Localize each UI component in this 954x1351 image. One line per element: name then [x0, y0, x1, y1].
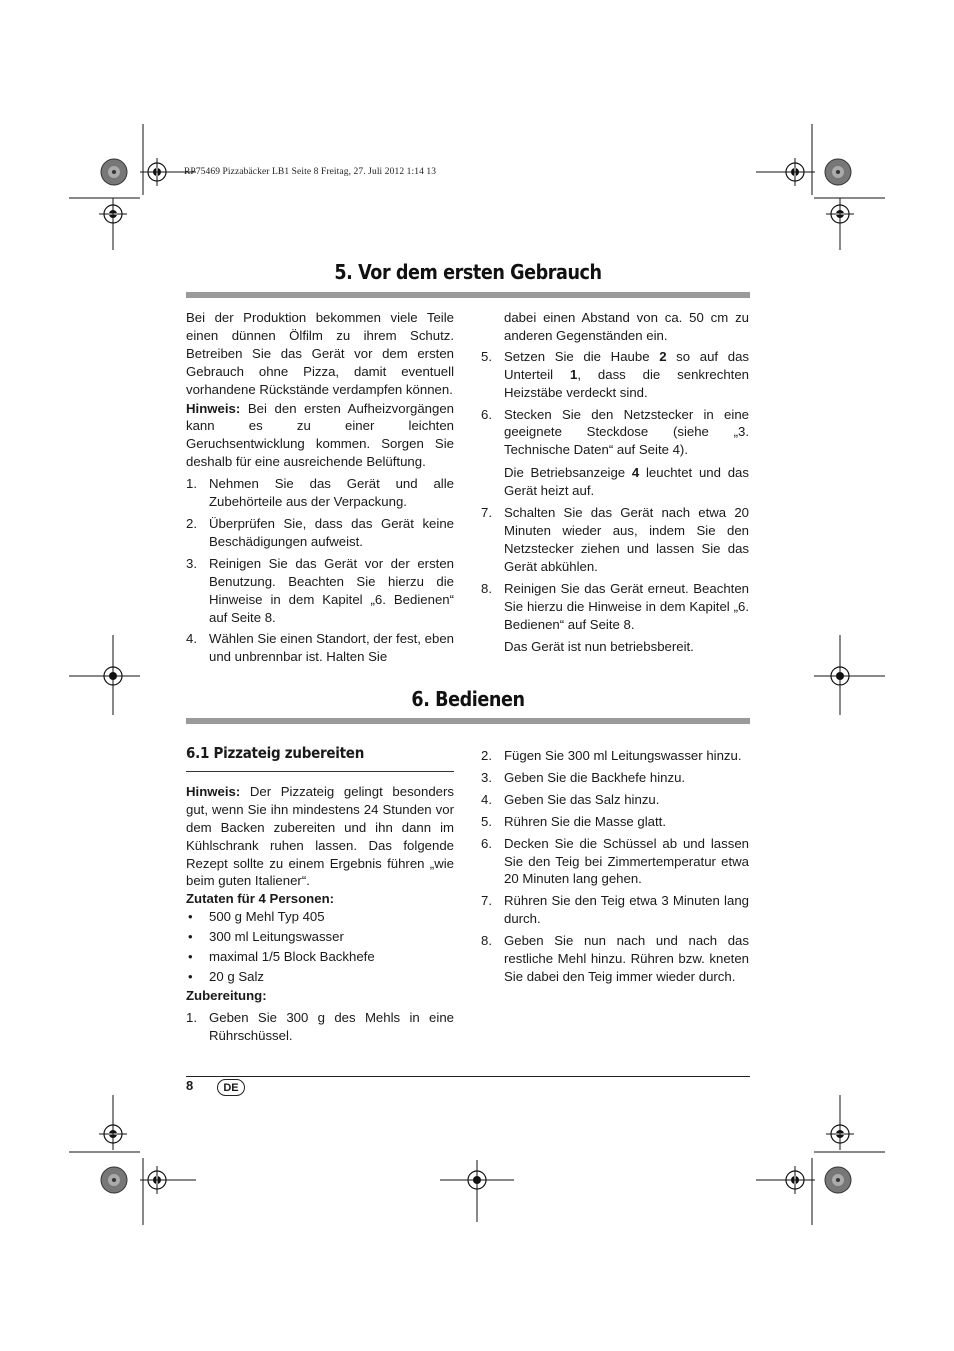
hint-label: Hinweis:	[186, 783, 241, 799]
list-item: • 500 g Mehl Typ 405	[186, 908, 454, 926]
steps-list	[481, 309, 749, 656]
list-item	[186, 555, 454, 627]
page-number: 8	[186, 1078, 194, 1093]
hint-text: Der Pizzateig gelingt besonders gut, wenn Sie ihn mindestens 24 Stunden vor dem Backen zubereiten und ihn dann im Kühlschrank ruhen lassen. Das folgende Rezept sollte zu einem Ergebnis führen „wie beim guten Italiener“.	[186, 783, 454, 889]
print-info: RP75469 Pizzabäcker LB1 Seite 8 Freitag, 27. Juli 2012 1:14 13	[184, 167, 437, 177]
part-reference: 4	[631, 465, 640, 481]
list-item	[481, 892, 749, 928]
step-text: so auf das Unterteil	[504, 348, 750, 382]
hint-paragraph	[186, 783, 454, 890]
part-reference: 2	[659, 348, 667, 364]
section6-right-column	[481, 747, 749, 990]
hint-paragraph	[186, 400, 454, 472]
section-bar	[186, 718, 750, 724]
step-note: Das Gerät ist nun betriebsbereit.	[504, 639, 694, 655]
section6-left-column	[186, 745, 454, 1049]
step-text: Stecken Sie den Netzstecker in eine geeignete Steckdose (siehe „3. Technische Daten“ auf Seite 4).	[504, 406, 749, 458]
note-text: Die Betriebsanzeige	[504, 465, 632, 481]
list-item	[481, 504, 749, 576]
list-item: • maximal 1/5 Block Backhefe	[186, 948, 454, 966]
list-item	[186, 475, 454, 511]
step-text: Rühren Sie den Teig etwa 3 Minuten lang durch.	[504, 893, 749, 927]
step-text: , dass die senkrechten Heizstäbe verdeckt sind.	[504, 366, 749, 400]
step-note	[504, 464, 749, 500]
step-number: 4.	[186, 631, 197, 647]
step-text: Geben Sie die Backhefe hinzu.	[504, 769, 686, 785]
list-item	[481, 580, 749, 657]
list-item: • 20 g Salz	[186, 968, 454, 986]
step-text: Überprüfen Sie, dass das Gerät keine Beschädigungen aufweist.	[209, 515, 454, 549]
step-number: 3.	[481, 769, 492, 785]
step-text: Setzen Sie die Haube	[504, 348, 660, 364]
note-text: leuchtet und das Gerät heizt auf.	[504, 465, 749, 499]
step-text: Geben Sie das Salz hinzu.	[504, 791, 660, 807]
section-title: 5. Vor dem ersten Gebrauch	[334, 260, 602, 284]
list-item	[481, 406, 749, 501]
step-number: 7.	[481, 893, 492, 909]
steps-list	[186, 1009, 454, 1045]
steps-list	[186, 475, 454, 666]
step-number: 6.	[481, 835, 492, 851]
list-item	[481, 348, 749, 402]
list-item	[186, 515, 454, 551]
list-item	[481, 813, 749, 831]
part-reference: 1	[570, 366, 578, 382]
step-text: Fügen Sie 300 ml Leitungswasser hinzu.	[504, 748, 742, 763]
step-number: 1.	[186, 1009, 197, 1025]
step-text: Wählen Sie einen Standort, der fest, eben und unbrennbar ist. Halten Sie	[209, 631, 454, 665]
step-number: 8.	[481, 933, 492, 949]
step-text: Rühren Sie die Masse glatt.	[504, 813, 666, 829]
step-number: 4.	[481, 791, 492, 807]
step-text: Decken Sie die Schüssel ab und lassen Sie den Teig bei Zimmertemperatur etwa 20 Minuten lang gehen.	[504, 835, 749, 887]
step-text: Reinigen Sie das Gerät erneut. Beachten Sie hierzu die Hinweise in dem Kapitel „6. Bedienen“ auf Seite 8.	[504, 580, 749, 632]
list-item	[481, 309, 749, 345]
step-number: 1.	[186, 476, 197, 492]
step-text: dabei einen Abstand von ca. 50 cm zu anderen Gegenständen ein.	[504, 310, 749, 343]
step-number: 5.	[481, 813, 492, 829]
intro-paragraph: Bei der Produktion bekommen viele Teile einen dünnen Ölfilm zu ihrem Schutz. Betreiben Sie das Gerät vor dem ersten Gebrauch ohne Pizza, damit eventuell vorhandene Rückstände verdampfen können.	[186, 310, 454, 397]
step-number: 8.	[481, 580, 492, 596]
ingredients-label: Zutaten für 4 Personen:	[186, 891, 335, 907]
step-text: Nehmen Sie das Gerät und alle Zubehörteile aus der Verpackung.	[209, 476, 454, 510]
language-badge: DE	[217, 1079, 245, 1096]
footer-rule	[186, 1076, 750, 1077]
prep-label: Zubereitung:	[186, 987, 267, 1003]
step-number: 3.	[186, 555, 197, 571]
list-item	[481, 791, 749, 809]
subsection-title: 6.1 Pizzateig zubereiten	[186, 744, 365, 762]
list-item	[186, 630, 454, 666]
step-number: 5.	[481, 348, 492, 364]
list-item	[481, 769, 749, 787]
subsection-rule	[186, 771, 454, 772]
step-number: 2.	[481, 748, 492, 763]
step-text: Reinigen Sie das Gerät vor der ersten Benutzung. Beachten Sie hierzu die Hinweise in dem Kapitel „6. Bedienen“ auf Seite 8.	[209, 555, 454, 625]
step-number: 2.	[186, 515, 197, 531]
step-text: Geben Sie 300 g des Mehls in eine Rührschüssel.	[209, 1009, 454, 1043]
hint-label: Hinweis:	[186, 400, 241, 416]
step-number: 7.	[481, 505, 492, 521]
list-item: • 300 ml Leitungswasser	[186, 928, 454, 946]
ingredients-list	[186, 908, 454, 986]
step-text: Schalten Sie das Gerät nach etwa 20 Minuten wieder aus, indem Sie den Netzstecker ziehen und lassen Sie das Gerät abkühlen.	[504, 505, 749, 574]
list-item	[481, 932, 749, 986]
step-number: 6.	[481, 406, 492, 422]
section5-right-column	[481, 309, 749, 660]
step-text: Geben Sie nun nach und nach das restliche Mehl hinzu. Rühren bzw. kneten Sie dabei den Teig immer wieder durch.	[504, 933, 749, 984]
list-item	[186, 1009, 454, 1045]
section-title: 6. Bedienen	[411, 687, 525, 711]
list-item	[481, 747, 749, 765]
section-bar	[186, 292, 750, 298]
hint-text: Bei den ersten Aufheizvorgängen kann es zu einer leichten Geruchsentwicklung kommen. Sorgen Sie deshalb für eine ausreichende Belüftung.	[186, 400, 454, 470]
steps-list	[481, 747, 749, 986]
list-item	[481, 835, 749, 889]
section5-left-column	[186, 309, 454, 670]
